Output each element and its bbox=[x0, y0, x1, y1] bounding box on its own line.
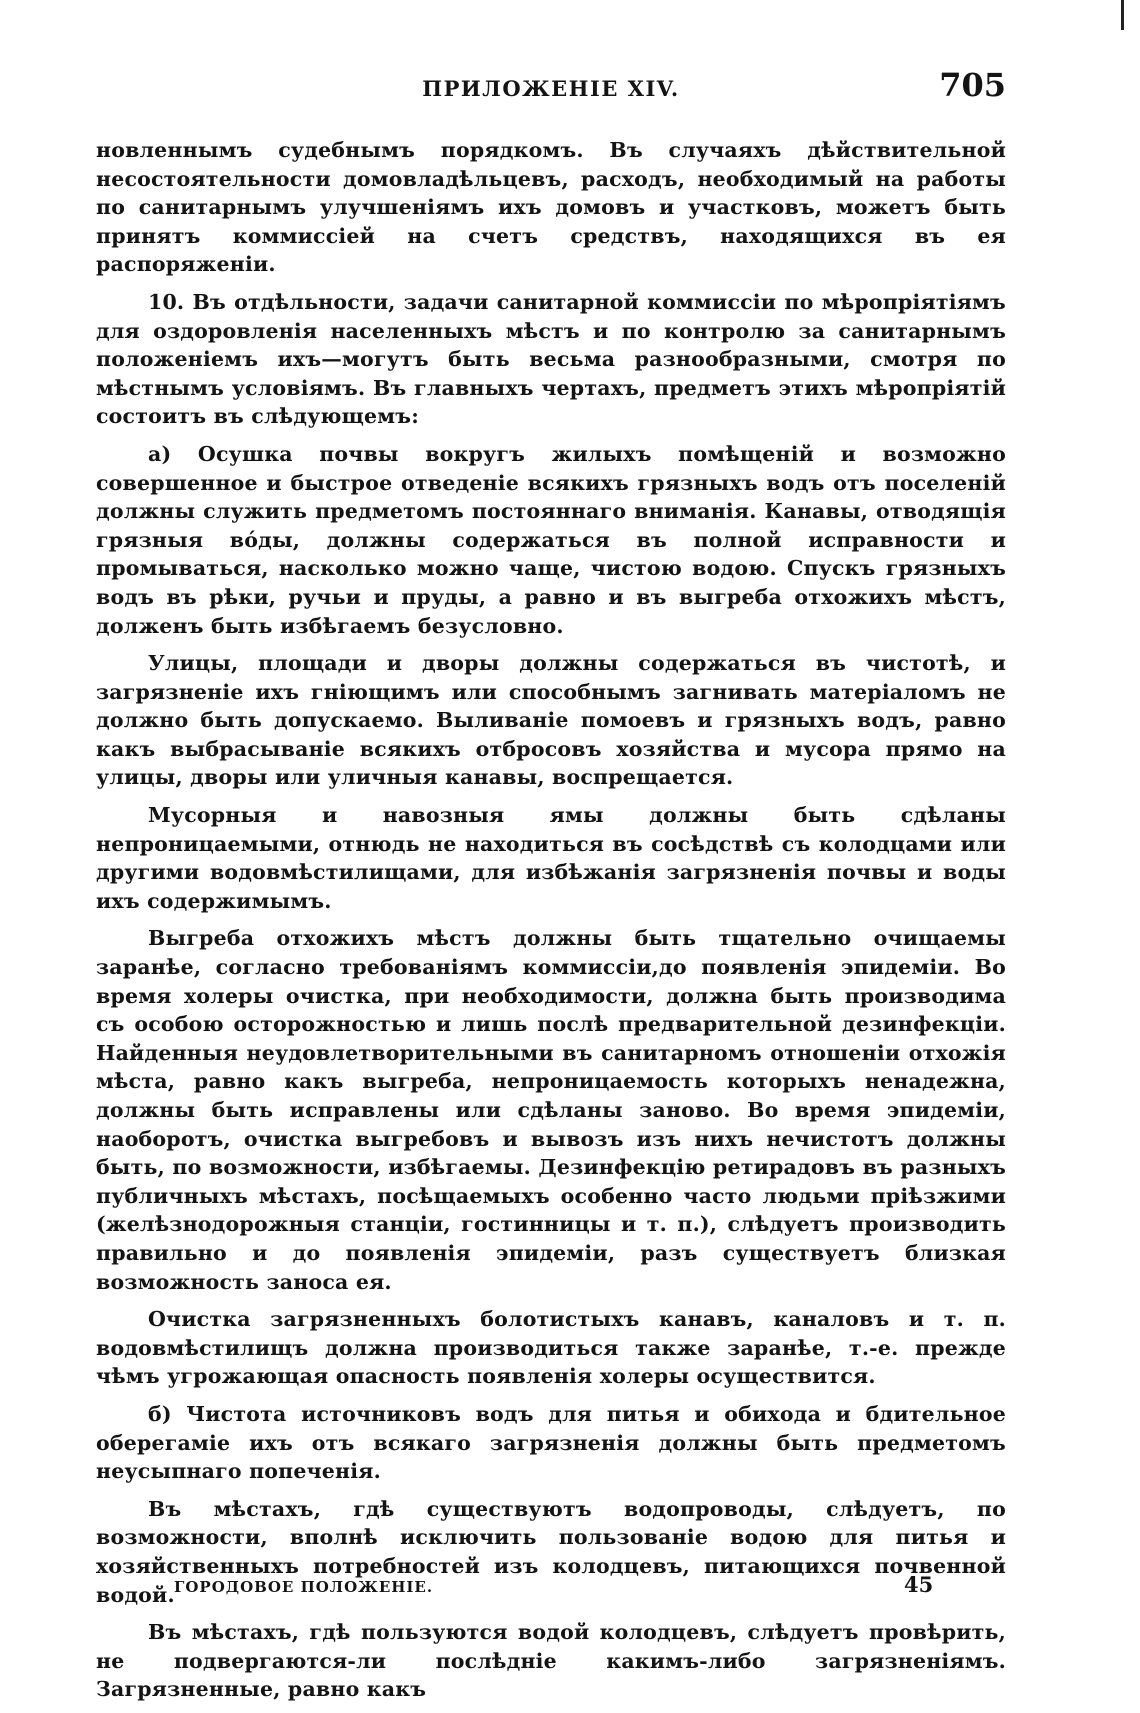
paragraph: б) Чистота источниковъ водъ для питья и обихода и бдительное оберегаміе ихъ отъ всякаго загрязненія должны быть предметомъ неусыпнаго попеченія. bbox=[96, 1401, 1006, 1484]
paragraph: Улицы, площади и дворы должны содержаться въ чистотѣ, и загрязненіе ихъ гніющимъ или способнымъ загнивать матеріаломъ не должно быть допускаемо. Выливаніе помоевъ и грязныхъ водъ, равно какъ выбрасываніе всякихъ отбросовъ хозяйства и мусора прямо на улицы, дворы или уличныя канавы, воспрещается. bbox=[96, 651, 1006, 790]
page-footer bbox=[96, 1572, 1006, 1602]
page-edge-mark bbox=[1121, 0, 1124, 30]
paragraph: Выгреба отхожихъ мѣстъ должны быть тщательно очищаемы заранѣе, согласно требованіямъ коммиссіи,до появленія эпидеміи. Во время холеры очистка, при необходимости, должна быть производима съ особою осторожностью и лишь послѣ предварительной дезинфекціи. Найденныя неудовлетворительными въ санитарномъ отношеніи отхожія мѣста, равно какъ выгреба, непроницаемость которыхъ ненадежна, должны быть исправлены или сдѣланы заново. Во время эпидеміи, наоборотъ, очистка выгребовъ и вывозъ изъ нихъ нечистотъ должны быть, по возможности, избѣгаемы. Дезинфекцію ретирадовъ въ разныхъ публичныхъ мѣстахъ, посѣщаемыхъ особенно часто людьми пріѣзжими (желѣзнодорожныя станціи, гостинницы и т. п.), слѣдуетъ производить правильно и до появленія эпидеміи, разъ существуетъ близкая возможность заноса ея. bbox=[96, 926, 1006, 1294]
paragraph: Въ мѣстахъ, гдѣ пользуются водой колодцевъ, слѣдуетъ провѣрить, не подвергаются-ли послѣдніе какимъ-либо загрязненіямъ. Загрязненные, равно какъ bbox=[96, 1620, 1006, 1702]
running-header bbox=[96, 66, 1006, 116]
paragraph: Очистка загрязненныхъ болотистыхъ канавъ, каналовъ и т. п. водовмѣстилищъ должна производиться также заранѣе, т.-е. прежде чѣмъ угрожающая опасность появленія холеры осуществится. bbox=[96, 1307, 1006, 1389]
page-number: 705 bbox=[939, 66, 1006, 104]
paragraph: новленнымъ судебнымъ порядкомъ. Въ случаяхъ дѣйствительной несостоятельности домовладѣльцевъ, расходъ, необходимый на работы по санитарнымъ улучшеніямъ ихъ домовъ и участковъ, можетъ быть принятъ коммиссіей на счетъ средствъ, находящихся въ ея распоряженіи. bbox=[96, 138, 1006, 277]
running-title: ПРИЛОЖЕНІЕ XIV. bbox=[422, 76, 680, 101]
body-text bbox=[96, 136, 1006, 1713]
sheet-number: 45 bbox=[904, 1572, 934, 1597]
paragraph: 10. Въ отдѣльности, задачи санитарной коммиссіи по мѣропріятіямъ для оздоровленія населенныхъ мѣстъ и по контролю за санитарнымъ положеніемъ ихъ—могутъ быть весьма разнообразными, смотря по мѣстнымъ условіямъ. Въ главныхъ чертахъ, предметъ этихъ мѣропріятій состоитъ въ слѣдующемъ: bbox=[96, 289, 1006, 429]
paragraph: Въ мѣстахъ, гдѣ существуютъ водопроводы, слѣдуетъ, по возможности, вполнѣ исключить пользованіе водою для питья и хозяйственныхъ потребностей изъ колодцевъ, питающихся почвенной водой. bbox=[96, 1496, 1006, 1607]
paragraph: а) Осушка почвы вокругъ жилыхъ помѣщеній и возможно совершенное и быстрое отведеніе всякихъ грязныхъ водъ отъ поселеній должны служить предметомъ постояннаго вниманія. Канавы, отводящія грязныя вóды, должны содержаться въ полной исправности и промываться, насколько можно чаще, чистою водою. Спускъ грязныхъ водъ въ рѣки, ручьи и пруды, а равно и въ выгреба отхожихъ мѣстъ, долженъ быть избѣгаемъ безусловно. bbox=[96, 441, 1006, 638]
paragraph: Мусорныя и навозныя ямы должны быть сдѣланы непроницаемыми, отнюдь не находиться въ сосѣдствѣ съ колодцами или другими водовмѣстилищами, для избѣжанія загрязненія почвы и воды ихъ содержимымъ. bbox=[96, 803, 1006, 913]
signature-mark: ГОРОДОВОЕ ПОЛОЖЕНІЕ. bbox=[174, 1578, 434, 1596]
